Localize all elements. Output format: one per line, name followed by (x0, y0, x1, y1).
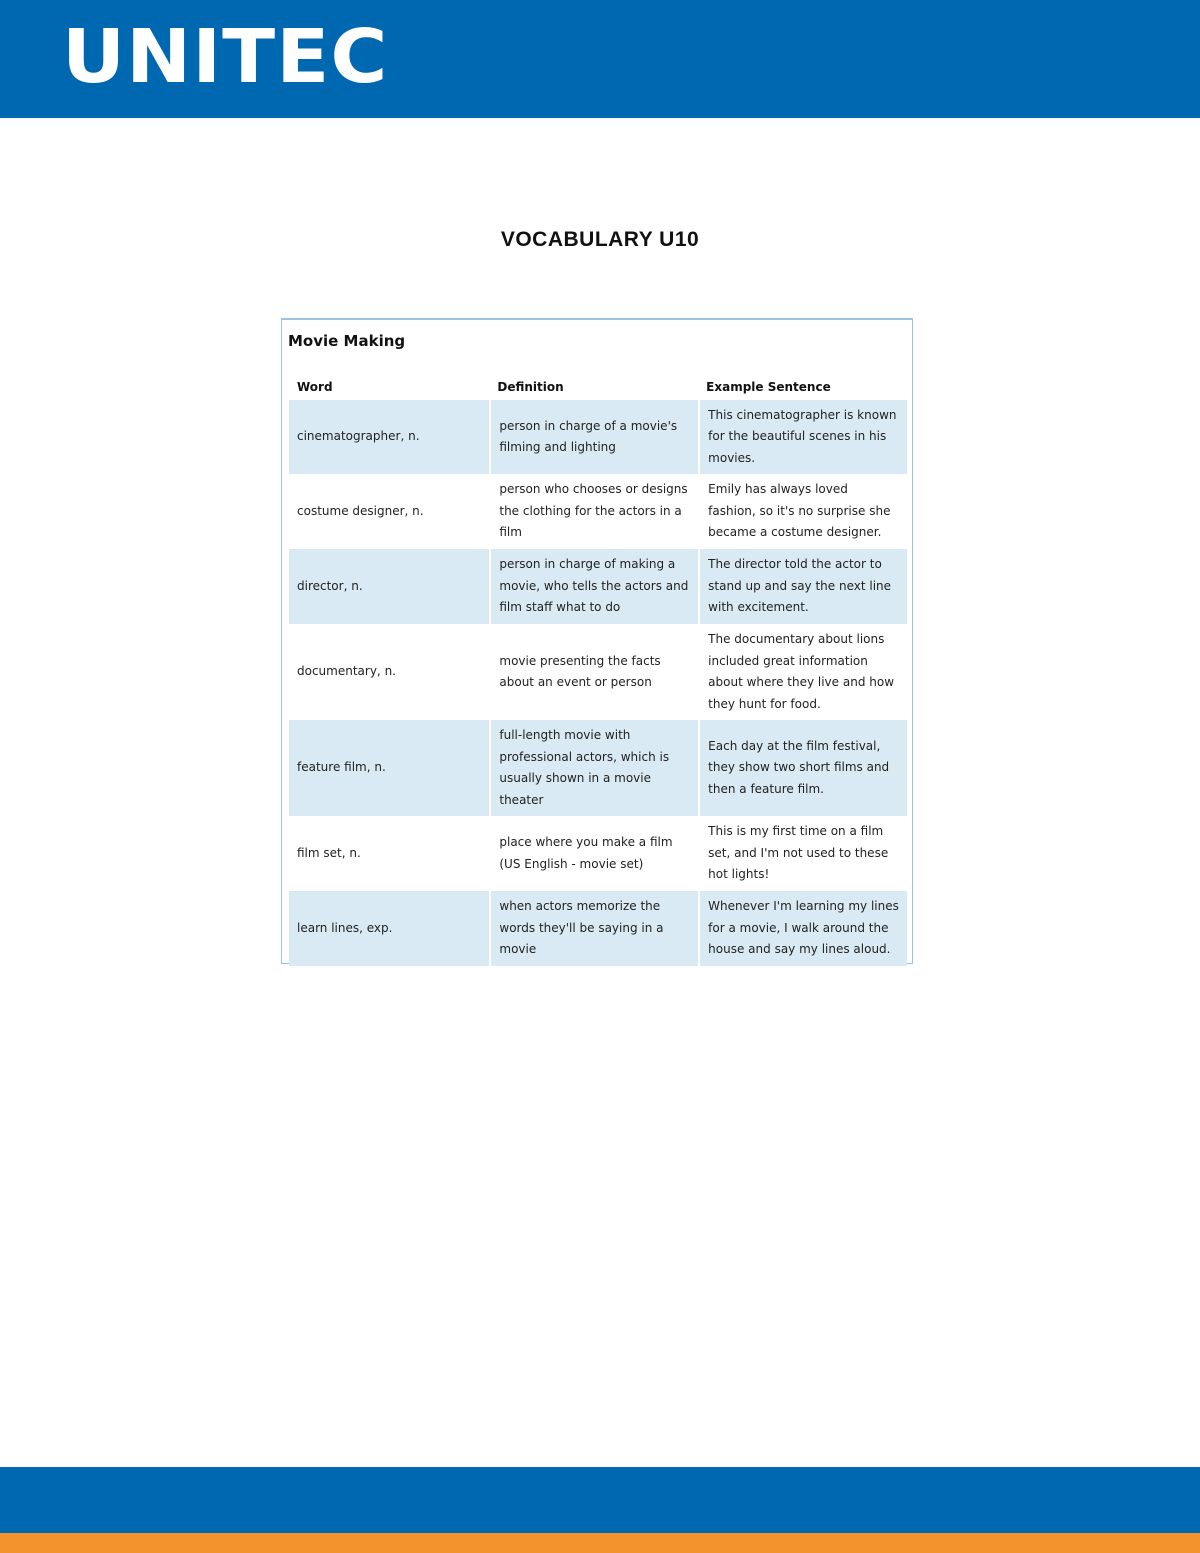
table-row (289, 891, 907, 966)
word-cell: feature film, n. (289, 720, 489, 816)
definition-cell: when actors memorize the words they'll be saying in a movie (489, 891, 698, 966)
table-row (289, 400, 907, 474)
table-row (289, 549, 907, 624)
definition-cell: movie presenting the facts about an event or person (489, 624, 698, 720)
vocabulary-box (281, 318, 913, 964)
column-header-definition: Definition (497, 380, 564, 394)
column-header-word: Word (297, 380, 333, 394)
word-cell: director, n. (289, 549, 489, 624)
definition-cell: person in charge of a movie's filming and lighting (489, 400, 698, 474)
word-cell: learn lines, exp. (289, 891, 489, 966)
example-cell: The documentary about lions included great information about where they live and how they hunt for food. (698, 624, 907, 720)
page-title: VOCABULARY U10 (500, 228, 700, 251)
example-cell: This is my first time on a film set, and I'm not used to these hot lights! (698, 816, 907, 891)
example-cell: This cinematographer is known for the beautiful scenes in his movies. (698, 400, 907, 474)
word-cell: documentary, n. (297, 664, 396, 679)
definition-cell: place where you make a film (US English - movie set) (489, 816, 698, 891)
example-cell: The director told the actor to stand up and say the next line with excitement. (698, 549, 907, 624)
definition-cell: person who chooses or designs the clothing for the actors in a film (489, 474, 698, 549)
table-row (289, 720, 907, 816)
footer-stripe (0, 1533, 1200, 1553)
table-row (289, 816, 907, 891)
example-cell: Whenever I'm learning my lines for a movie, I walk around the house and say my lines aloud. (698, 891, 907, 966)
column-header-example: Example Sentence (706, 380, 831, 394)
definition-cell: person in charge of making a movie, who tells the actors and film staff what to do (489, 549, 698, 624)
table-row (289, 624, 907, 720)
footer-band (0, 1467, 1200, 1535)
word-cell: costume designer, n. (297, 503, 424, 518)
section-title: Movie Making (288, 332, 406, 350)
definition-cell: full-length movie with professional actors, which is usually shown in a movie theater (489, 720, 698, 816)
vocabulary-table (289, 372, 907, 966)
example-cell: Emily has always loved fashion, so it's no surprise she became a costume designer. (698, 474, 907, 549)
word-cell: film set, n. (297, 845, 361, 860)
word-cell: cinematographer, n. (289, 400, 489, 474)
header-band (0, 0, 1200, 118)
example-cell: Each day at the film festival, they show two short films and then a feature film. (698, 720, 907, 816)
table-header-row (289, 372, 907, 400)
unitec-logo: UNITEC (62, 14, 389, 100)
table-row (289, 474, 907, 549)
